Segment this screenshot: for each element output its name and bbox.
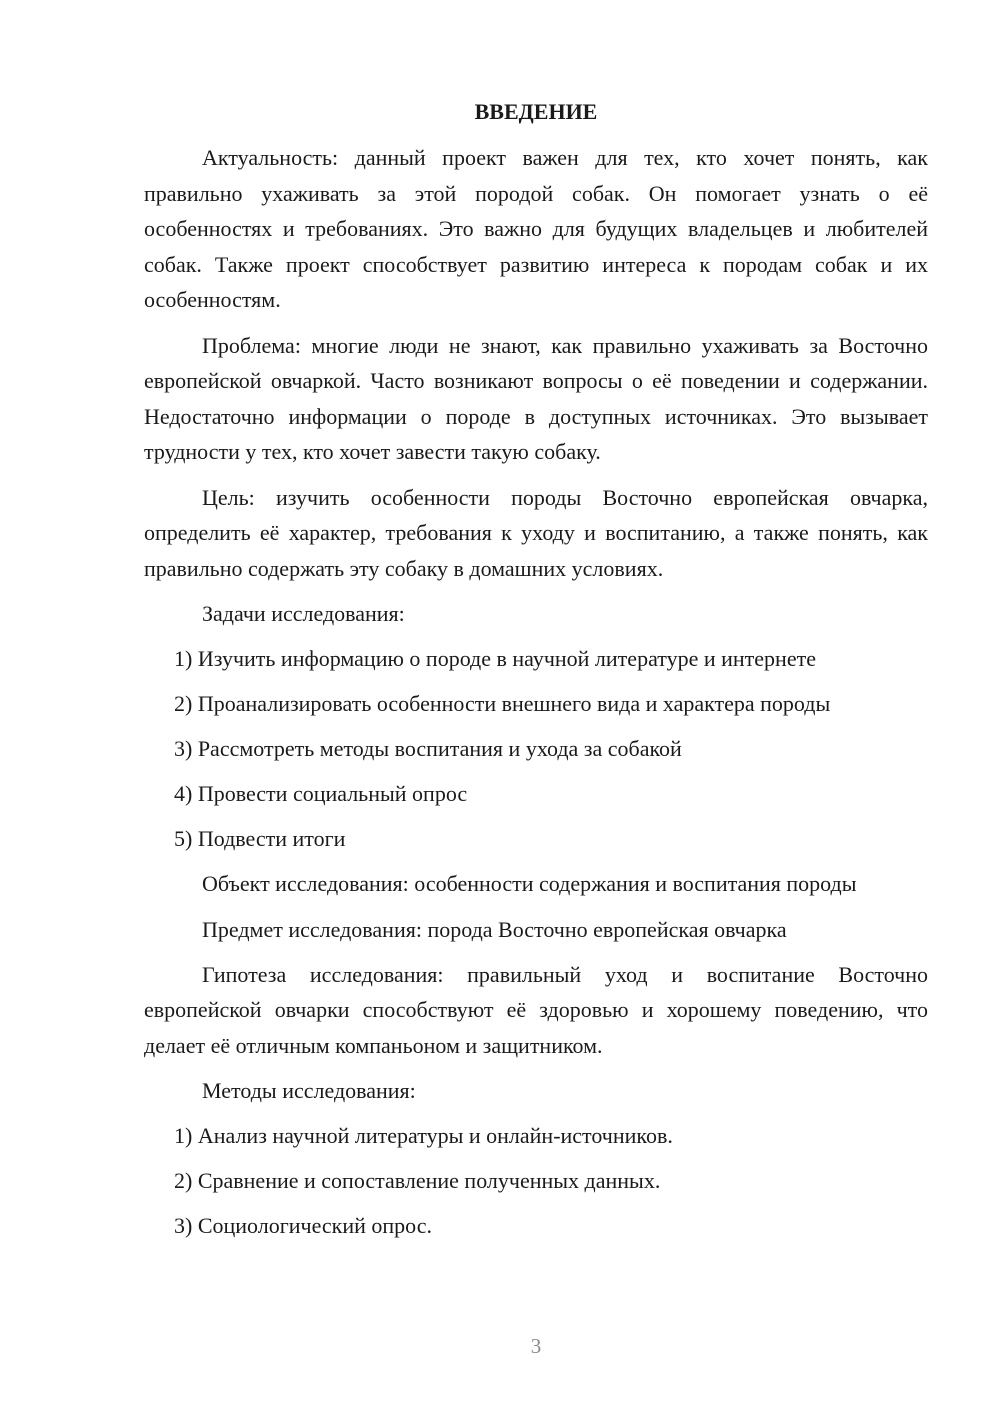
object-paragraph: Объект исследования: особенности содержания и воспитания породы [202, 871, 857, 896]
page-body [144, 96, 928, 1253]
list-item: 2) Проанализировать особенности внешнего вида и характера породы [174, 691, 831, 716]
relevance-paragraph: Актуальность: данный проект важен для тех, кто хочет понять, как правильно ухаживать за этой породой собак. Он помогает узнать о её особенностях и требованиях. Это важно для будущих владельцев и любителей собак. Также проект способствует развитию интереса к породам собак и их особенностям. [144, 145, 928, 312]
goal-paragraph: Цель: изучить особенности породы Восточно европейская овчарка, определить её характер, требования к уходу и воспитанию, а также понять, как правильно содержать эту собаку в домашних условиях. [144, 484, 928, 581]
list-item: 2) Сравнение и сопоставление полученных данных. [174, 1168, 661, 1193]
list-item: 3) Рассмотреть методы воспитания и ухода за собакой [174, 736, 682, 761]
methods-list [144, 1118, 928, 1243]
list-item: 3) Социологический опрос. [174, 1213, 432, 1238]
hypothesis-paragraph: Гипотеза исследования: правильный уход и воспитание Восточно европейской овчарки способствуют её здоровью и хорошему поведению, что делает её отличным компаньоном и защитником. [144, 961, 928, 1058]
list-item: 4) Провести социальный опрос [174, 781, 468, 806]
section-heading: ВВЕДЕНИЕ [474, 99, 598, 124]
subject-paragraph: Предмет исследования: порода Восточно европейская овчарка [202, 916, 787, 942]
list-item: 1) Анализ научной литературы и онлайн-источников. [174, 1123, 673, 1148]
list-item: 5) Подвести итоги [174, 826, 346, 851]
page-number: 3 [530, 1334, 542, 1358]
tasks-heading: Задачи исследования: [202, 601, 405, 626]
list-item: 1) Изучить информацию о породе в научной литературе и интернете [174, 646, 816, 671]
problem-paragraph: Проблема: многие люди не знают, как правильно ухаживать за Восточно европейской овчаркой. Часто возникают вопросы о её поведении и содержании. Недостаточно информации о породе в доступных источниках. Это вызывает трудности у тех, кто хочет завести такую собаку. [144, 332, 928, 464]
tasks-list [144, 641, 928, 856]
methods-heading: Методы исследования: [202, 1078, 416, 1103]
